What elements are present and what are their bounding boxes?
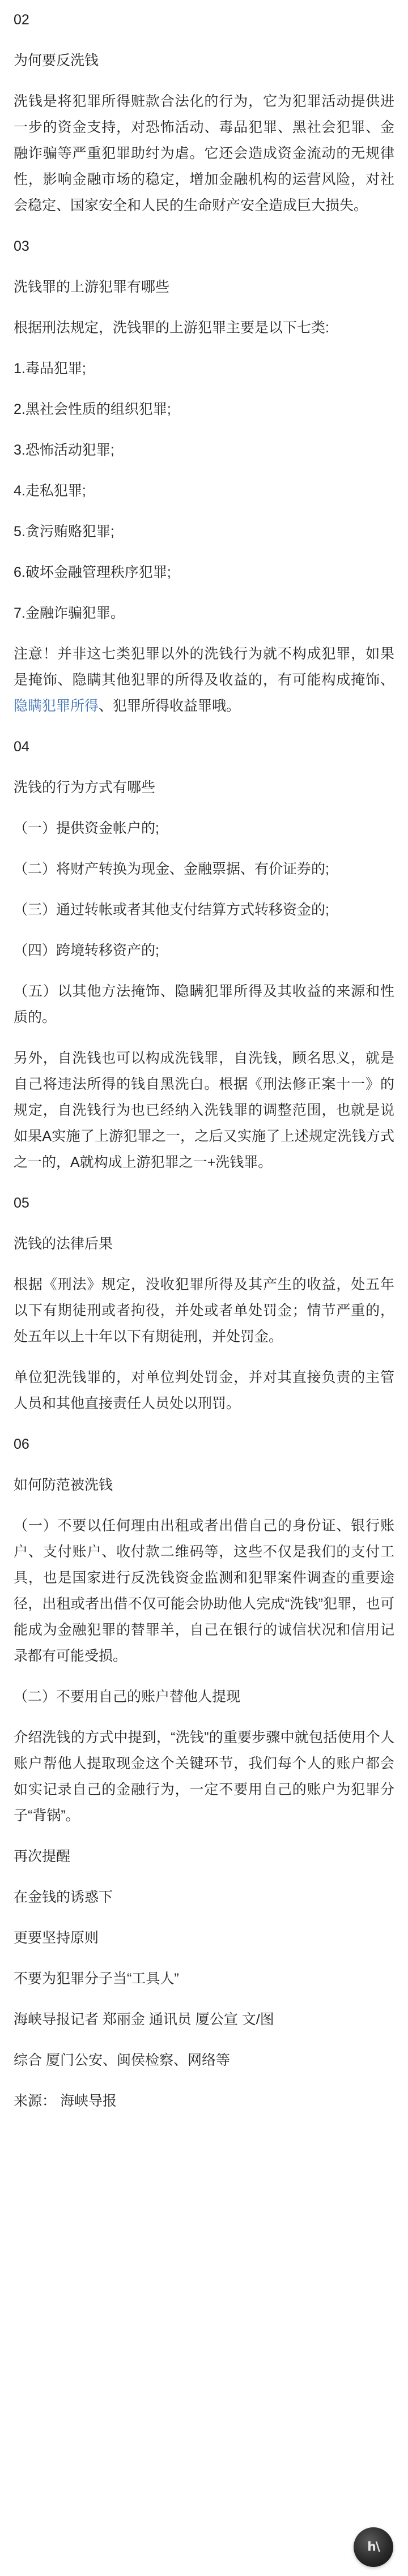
concealment-crime-link[interactable]: 隐瞒犯罪所得 — [14, 698, 99, 714]
prevention-paragraph-2: 介绍洗钱的方式中提到，“洗钱”的重要步骤中就包括使用个人账户帮他人提取现金这个关键环节，我们每个人的账户都会如实记录自己的金融行为，一定不要用自己的账户为犯罪分子“背锅”。 — [14, 1730, 394, 1824]
laundering-method-item-3: （三）通过转帐或者其他支付结算方式转移资金的; — [14, 902, 329, 918]
laundering-method-item-5: （五）以其他方法掩饰、隐瞒犯罪所得及其收益的来源和性质的。 — [14, 983, 394, 1025]
section-04-heading: 洗钱的行为方式有哪些 — [14, 780, 156, 795]
watermark-avatar-icon — [354, 2527, 393, 2567]
laundering-method-item-2: （二）将财产转换为现金、金融票据、有价证券的; — [14, 861, 329, 877]
section-06-number: 06 — [14, 1436, 29, 1452]
closing-line-1: 再次提醒 — [14, 1848, 71, 1864]
section-02-heading: 为何要反洗钱 — [14, 53, 99, 69]
legal-consequence-paragraph: 根据《刑法》规定，没收犯罪所得及其产生的收益，处五年以下有期徒刑或者拘役，并处或者单处罚金；情节严重的，处五年以上十年以下有期徒刑，并处罚金。 — [14, 1277, 394, 1345]
section-05-number: 05 — [14, 1195, 29, 1211]
closing-line-2: 在金钱的诱惑下 — [14, 1889, 113, 1905]
closing-line-4: 不要为犯罪分子当“工具人” — [14, 1971, 179, 1987]
predicate-crime-item-1: 1.毒品犯罪; — [14, 361, 86, 376]
closing-line-3: 更要坚持原则 — [14, 1930, 99, 1946]
avatar-glyph: h\ — [367, 2540, 380, 2554]
origin-line: 来源： 海峡导报 — [14, 2093, 117, 2109]
predicate-crime-item-2: 2.黑社会性质的组织犯罪; — [14, 401, 171, 417]
section-04-number: 04 — [14, 739, 29, 755]
section-05-heading: 洗钱的法律后果 — [14, 1236, 113, 1252]
note-text-after: 、犯罪所得收益罪哦。 — [99, 698, 241, 714]
section-03-heading: 洗钱罪的上游犯罪有哪些 — [14, 279, 170, 295]
self-laundering-paragraph: 另外，自洗钱也可以构成洗钱罪，自洗钱，顾名思义，就是自己将违法所得的钱自黑洗白。根据《刑法修正案十一》的规定，自洗钱行为也已经纳入洗钱罪的调整范围，也就是说如果A实施了上游犯罪之一，之后又实施了上述规定洗钱方式之一的，A就构成上游犯罪之一+洗钱罪。 — [14, 1050, 394, 1170]
section-02-body: 洗钱是将犯罪所得赃款合法化的行为，它为犯罪活动提供进一步的资金支持，对恐怖活动、毒品犯罪、黑社会犯罪、金融诈骗等严重犯罪助纣为虐。它还会造成资金流动的无规律性，影响金融市场的稳定，增加金融机构的运营风险，对社会稳定、国家安全和人民的生命财产安全造成巨大损失。 — [14, 93, 394, 213]
predicate-crime-item-4: 4.走私犯罪; — [14, 483, 86, 499]
laundering-method-item-4: （四）跨境转移资产的; — [14, 943, 159, 958]
sources-line: 综合 厦门公安、闽侯检察、网络等 — [14, 2052, 230, 2068]
predicate-crime-item-7: 7.金融诈骗犯罪。 — [14, 605, 125, 621]
prevention-paragraph-1: （一）不要以任何理由出租或者出借自己的身份证、银行账户、支付账户、收付款二维码等，这些不仅是我们的支付工具，也是国家进行反洗钱资金监测和犯罪案件调查的重要途径，出租或者出借不仅可能会协助他人完成“洗钱”犯罪，也可能成为金融犯罪的替罪羊，自己在银行的诚信状况和信用记录都有可能受损。 — [14, 1518, 394, 1664]
prevention-sub-heading: （二）不要用自己的账户替他人提现 — [14, 1689, 241, 1705]
unit-liability-paragraph: 单位犯洗钱罪的，对单位判处罚金，并对其直接负责的主管人员和其他直接责任人员处以刑罚。 — [14, 1370, 394, 1411]
predicate-crime-item-6: 6.破坏金融管理秩序犯罪; — [14, 564, 171, 580]
section-02-number: 02 — [14, 12, 29, 28]
section-03-number: 03 — [14, 238, 29, 254]
predicate-crime-item-5: 5.贪污贿赂犯罪; — [14, 524, 114, 540]
predicate-crime-item-3: 3.恐怖活动犯罪; — [14, 442, 114, 458]
laundering-method-item-1: （一）提供资金帐户的; — [14, 820, 159, 836]
author-credit: 海峡导报记者 郑丽金 通讯员 厦公宣 文/图 — [14, 2012, 274, 2027]
section-03-intro: 根据刑法规定，洗钱罪的上游犯罪主要是以下七类: — [14, 320, 329, 336]
section-06-heading: 如何防范被洗钱 — [14, 1477, 113, 1493]
section-03-note — [14, 641, 394, 719]
note-text-before: 注意！并非这七类犯罪以外的洗钱行为就不构成犯罪，如果是掩饰、隐瞒其他犯罪的所得及收益的，有可能构成掩饰、 — [14, 646, 394, 688]
